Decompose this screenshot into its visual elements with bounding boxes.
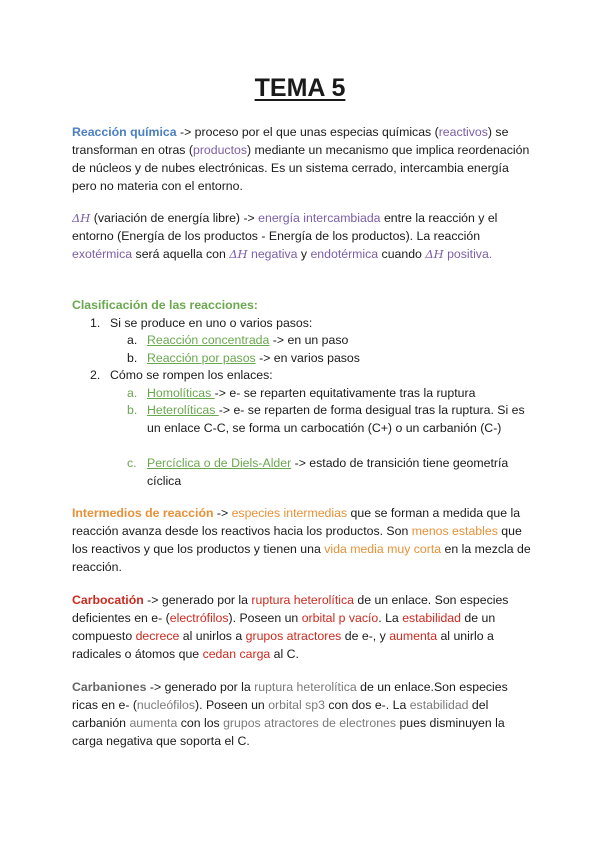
text: -> generado por la [146, 680, 255, 694]
paragraph-delta-h [72, 209, 532, 263]
delta-h-symbol: ΔH [72, 211, 91, 225]
term-nucleofilos: nucleófilos [136, 698, 196, 712]
page-title: TEMA 5 [254, 74, 346, 102]
term-endotermica: endotérmica [310, 247, 379, 261]
text: -> [213, 506, 232, 520]
text: de un enlace. Son especies deficientes en e- ( [72, 593, 509, 625]
text: -> proceso por el que unas especias químicas ( [176, 125, 439, 139]
list-text: -> e- se reparten equitativamente tras la ruptura [214, 386, 476, 400]
paragraph-reaccion-quimica [72, 123, 532, 195]
delta-h-symbol: ΔH [425, 247, 444, 261]
list-letter: b. [127, 403, 138, 417]
term-reactivos: reactivos [438, 125, 488, 139]
text: con dos e-. La [324, 698, 410, 712]
term-ruptura-heterolitica: ruptura heterolítica [251, 593, 354, 607]
term-intermedios-de-reaccion: Intermedios de reacción [72, 506, 214, 520]
list-letter: b. [127, 351, 138, 365]
term-orbital-sp3: orbital sp3 [268, 698, 325, 712]
term-menos-estables: menos estables [411, 524, 498, 538]
term-negativa: negativa [247, 247, 298, 261]
text: pues disminuyen la carga negativa que soporta el C. [72, 716, 505, 748]
link-reaccion-concentrada[interactable]: Reacción concentrada [147, 333, 270, 347]
term-cedan-carga: cedan carga [202, 647, 271, 661]
list-letter: c. [127, 456, 137, 470]
term-especies-intermedias: especies intermedias [231, 506, 348, 520]
list-letter: a. [127, 333, 138, 347]
text: al unirlo a radicales o átomos que [72, 629, 494, 661]
term-decrece: decrece [135, 629, 180, 643]
text: que los reactivos y que los productos y tienen una [72, 524, 522, 556]
term-ruptura-heterolitica: ruptura heterolítica [254, 680, 357, 694]
text: de e-, y [341, 629, 390, 643]
link-reaccion-por-pasos[interactable]: Reacción por pasos [147, 351, 256, 365]
term-productos: productos [192, 143, 247, 157]
text: en la mezcla de reacción. [72, 542, 531, 574]
text: ). Poseen un [228, 611, 302, 625]
text: al unirlos a [179, 629, 246, 643]
text: ) se transforman en otras ( [72, 125, 509, 157]
list-text: Cómo se rompen los enlaces: [110, 368, 273, 382]
paragraph-carbocation [72, 591, 532, 663]
term-electrofilos: electrófilos [169, 611, 229, 625]
text: de un enlace.Son especies ricas en e- ( [72, 680, 508, 712]
section-heading-clasificacion: Clasificación de las reacciones: [72, 298, 258, 312]
term-orbital-p-vacio: orbital p vacío [301, 611, 379, 625]
term-reaccion-quimica: Reacción química [72, 125, 177, 139]
list-number: 2. [90, 368, 101, 382]
link-homoliticas[interactable]: Homolíticas [147, 386, 215, 400]
term-energia-intercambiada: energía intercambiada [258, 211, 381, 225]
list-text: -> en un paso [269, 333, 349, 347]
text: al C. [270, 647, 299, 661]
text: será aquella con [132, 247, 230, 261]
text: que se forman a medida que la reacción avanza desde los reactivos hacia los productos. Son [72, 506, 521, 538]
term-exotermica: exotérmica [72, 247, 133, 261]
term-estabilidad: estabilidad [402, 611, 461, 625]
list-number: 1. [90, 316, 101, 330]
paragraph-carbaniones [72, 678, 532, 750]
list-text: -> e- se reparten de forma desigual tras la ruptura. Si es un enlace C-C, se forma un carbocatión (C+) o un carbanión (C-) [147, 403, 525, 435]
text: . La [378, 611, 403, 625]
term-carbaniones: Carbaniones [72, 680, 147, 694]
text: cuando [378, 247, 426, 261]
text: del carbanión [72, 698, 489, 730]
term-aumenta: aumenta [129, 716, 178, 730]
list-text: -> en varios pasos [255, 351, 360, 365]
term-positiva: positiva. [443, 247, 493, 261]
term-grupos-atractores: grupos atractores de electrones [223, 716, 397, 730]
list-text: -> estado de transición tiene geometría cíclica [147, 456, 509, 488]
term-estabilidad: estabilidad [409, 698, 469, 712]
text: (variación de energía libre) -> [90, 211, 259, 225]
text: con los [177, 716, 224, 730]
link-heteroliticas[interactable]: Heterolíticas [147, 403, 219, 417]
text: de un compuesto [72, 611, 496, 643]
text: ) mediante un mecanismo que implica reordenación de núcleos y de nubes electrónicas. Es un sistema cerrado, intercambia energía pero no materia con el entorno. [72, 143, 530, 193]
list-letter: a. [127, 386, 138, 400]
term-aumenta: aumenta [389, 629, 438, 643]
delta-h-symbol: ΔH [229, 247, 248, 261]
list-text: Si se produce en uno o varios pasos: [110, 316, 313, 330]
paragraph-intermedios [72, 504, 532, 576]
text: ). Poseen un [195, 698, 269, 712]
term-grupos-atractores: grupos atractores [245, 629, 342, 643]
text: entre la reacción y el entorno (Energía de los productos - Energía de los productos). La reacción [72, 211, 498, 243]
link-perciclica[interactable]: Percíclica o de Diels-Alder [147, 456, 292, 470]
text: -> generado por la [143, 593, 252, 607]
text: y [297, 247, 311, 261]
term-vida-media: vida media muy corta [324, 542, 442, 556]
term-carbocation: Carbocatión [72, 593, 144, 607]
